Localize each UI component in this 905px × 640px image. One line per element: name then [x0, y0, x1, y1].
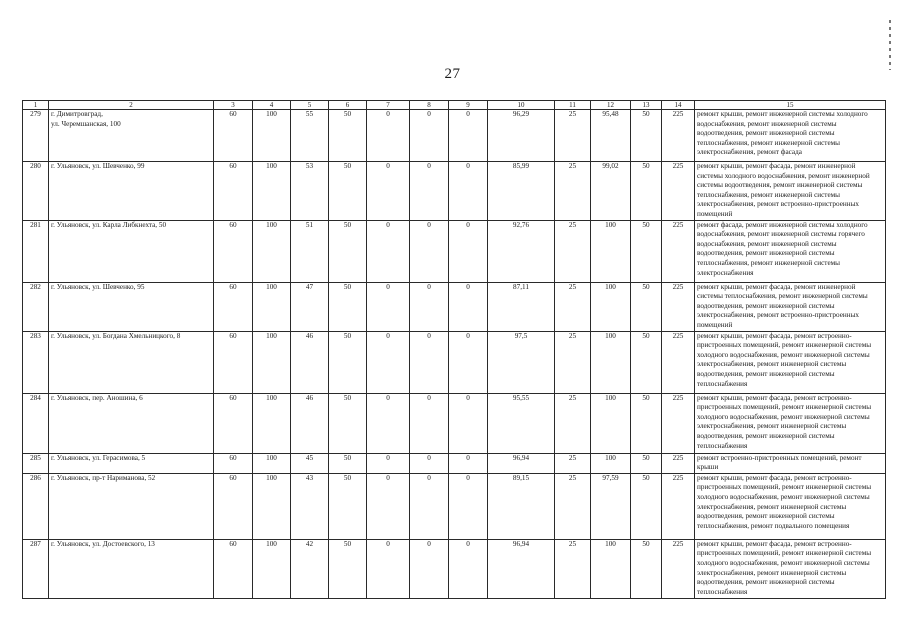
- cell-c5: 42: [291, 539, 329, 598]
- cell-c9: 0: [449, 473, 488, 539]
- cell-c13: 50: [631, 393, 662, 453]
- table-row: [23, 282, 886, 331]
- cell-c3: 60: [214, 539, 253, 598]
- address: г. Димитровград, ул. Черемшанская, 100: [49, 110, 214, 162]
- cell-c8: 0: [410, 393, 449, 453]
- cell-c10: 96,29: [488, 110, 555, 162]
- address: г. Ульяновск, пр-т Нариманова, 52: [49, 473, 214, 539]
- cell-c4: 100: [253, 331, 291, 393]
- cell-c10: 92,76: [488, 220, 555, 282]
- table-row: [23, 162, 886, 221]
- cell-c6: 50: [329, 282, 367, 331]
- repair-schedule-table: [22, 100, 886, 599]
- cell-c12: 100: [591, 331, 631, 393]
- cell-c6: 50: [329, 393, 367, 453]
- cell-c10: 95,55: [488, 393, 555, 453]
- cell-c14: 225: [662, 539, 695, 598]
- cell-c4: 100: [253, 110, 291, 162]
- scan-edge-marks: [889, 20, 891, 70]
- cell-c11: 25: [555, 393, 591, 453]
- repair-works: ремонт фасада, ремонт инженерной системы холодного водоснабжения, ремонт инженерной системы горячего водоснабжения, ремонт инженерной системы водоотведения, ремонт инженерной системы теплоснабжения, ремонт инженерной системы электроснабжения: [695, 220, 886, 282]
- cell-c7: 0: [367, 539, 410, 598]
- cell-c13: 50: [631, 162, 662, 221]
- cell-c9: 0: [449, 331, 488, 393]
- table-row: [23, 110, 886, 162]
- cell-c4: 100: [253, 453, 291, 473]
- row-number: 282: [23, 282, 49, 331]
- cell-c3: 60: [214, 453, 253, 473]
- cell-c5: 53: [291, 162, 329, 221]
- cell-c6: 50: [329, 110, 367, 162]
- cell-c13: 50: [631, 282, 662, 331]
- cell-c5: 47: [291, 282, 329, 331]
- cell-c9: 0: [449, 220, 488, 282]
- cell-c6: 50: [329, 220, 367, 282]
- repair-works: ремонт крыши, ремонт фасада, ремонт инженерной системы холодного водоснабжения, ремонт инженерной системы водоотведения, ремонт инженерной системы теплоснабжения, ремонт инженерной системы электроснабжения, ремонт встроенно-пристроенных помещений: [695, 162, 886, 221]
- cell-c11: 25: [555, 282, 591, 331]
- cell-c14: 225: [662, 282, 695, 331]
- cell-c11: 25: [555, 453, 591, 473]
- cell-c12: 100: [591, 393, 631, 453]
- cell-c3: 60: [214, 220, 253, 282]
- repair-works: ремонт встроенно-пристроенных помещений, ремонт крыши: [695, 453, 886, 473]
- cell-c11: 25: [555, 220, 591, 282]
- cell-c5: 51: [291, 220, 329, 282]
- address: г. Ульяновск, ул. Достоевского, 13: [49, 539, 214, 598]
- cell-c10: 97,5: [488, 331, 555, 393]
- cell-c8: 0: [410, 110, 449, 162]
- cell-c12: 100: [591, 453, 631, 473]
- row-number: 285: [23, 453, 49, 473]
- table-row: [23, 539, 886, 598]
- cell-c4: 100: [253, 539, 291, 598]
- cell-c7: 0: [367, 473, 410, 539]
- cell-c12: 97,59: [591, 473, 631, 539]
- cell-c8: 0: [410, 331, 449, 393]
- cell-c7: 0: [367, 282, 410, 331]
- cell-c6: 50: [329, 162, 367, 221]
- address: г. Ульяновск, ул. Шевченко, 99: [49, 162, 214, 221]
- cell-c8: 0: [410, 539, 449, 598]
- cell-c5: 45: [291, 453, 329, 473]
- address: г. Ульяновск, ул. Герасимова, 5: [49, 453, 214, 473]
- table-row: [23, 453, 886, 473]
- cell-c8: 0: [410, 220, 449, 282]
- row-number: 281: [23, 220, 49, 282]
- cell-c3: 60: [214, 393, 253, 453]
- cell-c11: 25: [555, 162, 591, 221]
- cell-c14: 225: [662, 453, 695, 473]
- address: г. Ульяновск, пер. Аношина, 6: [49, 393, 214, 453]
- cell-c6: 50: [329, 473, 367, 539]
- cell-c8: 0: [410, 453, 449, 473]
- cell-c9: 0: [449, 110, 488, 162]
- cell-c4: 100: [253, 220, 291, 282]
- cell-c3: 60: [214, 162, 253, 221]
- table-row: [23, 331, 886, 393]
- address: г. Ульяновск, ул. Шевченко, 95: [49, 282, 214, 331]
- cell-c5: 43: [291, 473, 329, 539]
- row-number: 284: [23, 393, 49, 453]
- cell-c7: 0: [367, 331, 410, 393]
- cell-c13: 50: [631, 453, 662, 473]
- cell-c14: 225: [662, 220, 695, 282]
- col-header: 15: [695, 101, 886, 110]
- col-header: 8: [410, 101, 449, 110]
- table-row: [23, 473, 886, 539]
- cell-c7: 0: [367, 220, 410, 282]
- col-header: 7: [367, 101, 410, 110]
- cell-c4: 100: [253, 162, 291, 221]
- col-header: 13: [631, 101, 662, 110]
- cell-c14: 225: [662, 331, 695, 393]
- cell-c3: 60: [214, 282, 253, 331]
- cell-c9: 0: [449, 539, 488, 598]
- cell-c12: 100: [591, 220, 631, 282]
- cell-c7: 0: [367, 110, 410, 162]
- repair-works: ремонт крыши, ремонт фасада, ремонт инженерной системы теплоснабжения, ремонт инженерной системы водоотведения, ремонт инженерной системы электроснабжения, ремонт встроенно-пристроенных помещений: [695, 282, 886, 331]
- cell-c11: 25: [555, 110, 591, 162]
- col-header: 5: [291, 101, 329, 110]
- cell-c8: 0: [410, 473, 449, 539]
- cell-c3: 60: [214, 473, 253, 539]
- cell-c11: 25: [555, 331, 591, 393]
- cell-c5: 46: [291, 393, 329, 453]
- cell-c14: 225: [662, 110, 695, 162]
- cell-c7: 0: [367, 393, 410, 453]
- row-number: 279: [23, 110, 49, 162]
- col-header: 14: [662, 101, 695, 110]
- cell-c13: 50: [631, 473, 662, 539]
- cell-c12: 100: [591, 539, 631, 598]
- cell-c4: 100: [253, 473, 291, 539]
- cell-c13: 50: [631, 110, 662, 162]
- page-number: 27: [444, 66, 461, 82]
- address: г. Ульяновск, ул. Карла Либкнехта, 50: [49, 220, 214, 282]
- cell-c3: 60: [214, 110, 253, 162]
- col-header: 4: [253, 101, 291, 110]
- repair-works: ремонт крыши, ремонт инженерной системы холодного водоснабжения, ремонт инженерной системы водоотведения, ремонт инженерной системы теплоснабжения, ремонт инженерной системы электроснабжения, ремонт фасада: [695, 110, 886, 162]
- cell-c14: 225: [662, 393, 695, 453]
- cell-c6: 50: [329, 453, 367, 473]
- cell-c10: 85,99: [488, 162, 555, 221]
- col-header: 9: [449, 101, 488, 110]
- cell-c5: 55: [291, 110, 329, 162]
- col-header: 11: [555, 101, 591, 110]
- col-header: 12: [591, 101, 631, 110]
- col-header: 2: [49, 101, 214, 110]
- col-header: 10: [488, 101, 555, 110]
- cell-c7: 0: [367, 453, 410, 473]
- row-number: 280: [23, 162, 49, 221]
- cell-c9: 0: [449, 282, 488, 331]
- row-number: 283: [23, 331, 49, 393]
- cell-c13: 50: [631, 539, 662, 598]
- cell-c6: 50: [329, 331, 367, 393]
- cell-c13: 50: [631, 331, 662, 393]
- cell-c9: 0: [449, 393, 488, 453]
- cell-c3: 60: [214, 331, 253, 393]
- cell-c14: 225: [662, 162, 695, 221]
- cell-c4: 100: [253, 393, 291, 453]
- col-header: 3: [214, 101, 253, 110]
- cell-c8: 0: [410, 162, 449, 221]
- address: г. Ульяновск, ул. Богдана Хмельницкого, 8: [49, 331, 214, 393]
- repair-works: ремонт крыши, ремонт фасада, ремонт встроенно-пристроенных помещений, ремонт инженерной системы холодного водоснабжения, ремонт инженерной системы электроснабжения, ремонт инженерной системы водоотведения, ремонт инженерной системы теплоснабжения: [695, 393, 886, 453]
- cell-c10: 96,94: [488, 453, 555, 473]
- repair-works: ремонт крыши, ремонт фасада, ремонт встроенно-пристроенных помещений, ремонт инженерной системы холодного водоснабжения, ремонт инженерной системы электроснабжения, ремонт инженерной системы водоотведения, ремонт инженерной системы теплоснабжения: [695, 331, 886, 393]
- cell-c9: 0: [449, 453, 488, 473]
- cell-c11: 25: [555, 539, 591, 598]
- table-row: [23, 393, 886, 453]
- cell-c9: 0: [449, 162, 488, 221]
- col-header: 1: [23, 101, 49, 110]
- table-row: [23, 220, 886, 282]
- cell-c4: 100: [253, 282, 291, 331]
- header-row: [23, 101, 886, 110]
- cell-c5: 46: [291, 331, 329, 393]
- repair-works: ремонт крыши, ремонт фасада, ремонт встроенно-пристроенных помещений, ремонт инженерной системы холодного водоснабжения, ремонт инженерной системы электроснабжения, ремонт инженерной системы водоотведения, ремонт инженерной системы теплоснабжения: [695, 539, 886, 598]
- cell-c7: 0: [367, 162, 410, 221]
- col-header: 6: [329, 101, 367, 110]
- cell-c10: 87,11: [488, 282, 555, 331]
- row-number: 287: [23, 539, 49, 598]
- repair-works: ремонт крыши, ремонт фасада, ремонт встроенно-пристроенных помещений, ремонт инженерной системы холодного водоснабжения, ремонт инженерной системы электроснабжения, ремонт инженерной системы водоотведения, ремонт инженерной системы теплоснабжения, ремонт подвального помещения: [695, 473, 886, 539]
- cell-c12: 100: [591, 282, 631, 331]
- cell-c12: 99,02: [591, 162, 631, 221]
- cell-c13: 50: [631, 220, 662, 282]
- cell-c6: 50: [329, 539, 367, 598]
- cell-c10: 89,15: [488, 473, 555, 539]
- row-number: 286: [23, 473, 49, 539]
- cell-c12: 95,48: [591, 110, 631, 162]
- cell-c11: 25: [555, 473, 591, 539]
- cell-c8: 0: [410, 282, 449, 331]
- cell-c14: 225: [662, 473, 695, 539]
- cell-c10: 96,94: [488, 539, 555, 598]
